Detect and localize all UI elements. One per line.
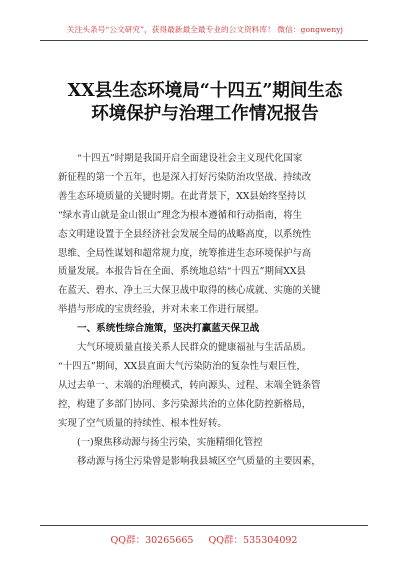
text-line: “十四五”时期是我国开启全面建设社会主义现代化国家 <box>77 153 303 164</box>
document-body <box>58 150 358 471</box>
intro-paragraph <box>58 150 358 320</box>
text-line: 态文明建设置于全县经济社会发展全局的战略高度，以系统性 <box>58 228 312 240</box>
title-line-2: 环境保护与治理工作情况报告 <box>91 104 319 124</box>
subsection-1-paragraph <box>58 453 358 472</box>
text-line: 举措与形成的宝贵经验，并对未来工作进行展望。 <box>58 304 265 316</box>
text-line: 在蓝天、碧水、净土三大保卫战中取得的核心成就、实施的关键 <box>58 285 321 297</box>
text-line: 移动源与扬尘污染曾是影响我县城区空气质量的主要因素， <box>77 455 321 467</box>
text-line: 新征程的第一个五年，也是深入打好污染防治攻坚战、持续改 <box>58 171 312 183</box>
footer-divider <box>40 525 368 526</box>
text-line: 善生态环境质量的关键时期。在此背景下，XX县始终坚持以 <box>58 190 306 202</box>
document-title <box>50 80 360 126</box>
footer <box>40 532 368 546</box>
section-1-paragraph <box>58 339 358 434</box>
text-line: 控，构建了多部门协同、多污染源共治的立体化防控新格局， <box>58 398 312 410</box>
title-line-1: XX县生态环境局“十四五”期间生态 <box>67 81 343 101</box>
header-divider <box>40 40 368 41</box>
subsection-heading-1: (一)聚焦移动源与扬尘污染，实施精细化管控 <box>77 436 263 448</box>
section-heading-1: 一、系统性综合施策，坚决打赢蓝天保卫战 <box>77 323 260 335</box>
text-line: 实现了空气质量的持续性、根本性好转。 <box>58 417 227 429</box>
text-line: 思维、全局性谋划和超常规力度，统筹推进生态环境保护与高 <box>58 247 312 259</box>
text-line: 从过去单一、末端的治理模式，转向源头、过程、末端全链条管 <box>58 379 321 391</box>
footer-qq-group-1: QQ群：30265665 <box>110 535 194 546</box>
text-line: 质量发展。本报告旨在全面、系统地总结“十四五”期间XX县 <box>58 266 306 278</box>
footer-qq-group-2: QQ群：535304092 <box>208 535 298 546</box>
text-line: “十四五”期间，XX县直面大气污染防治的复杂性与艰巨性， <box>58 360 306 372</box>
text-line: “绿水青山就是金山银山”理念为根本遵循和行动指南，将生 <box>58 209 302 221</box>
header-note: 关注头条号“公文研究”，获得最新最全最专业的公文资料库！ 微信：gongwenyj <box>66 25 344 34</box>
text-line: 大气环境质量直接关系人民群众的健康福祉与生活品质。 <box>77 342 312 354</box>
